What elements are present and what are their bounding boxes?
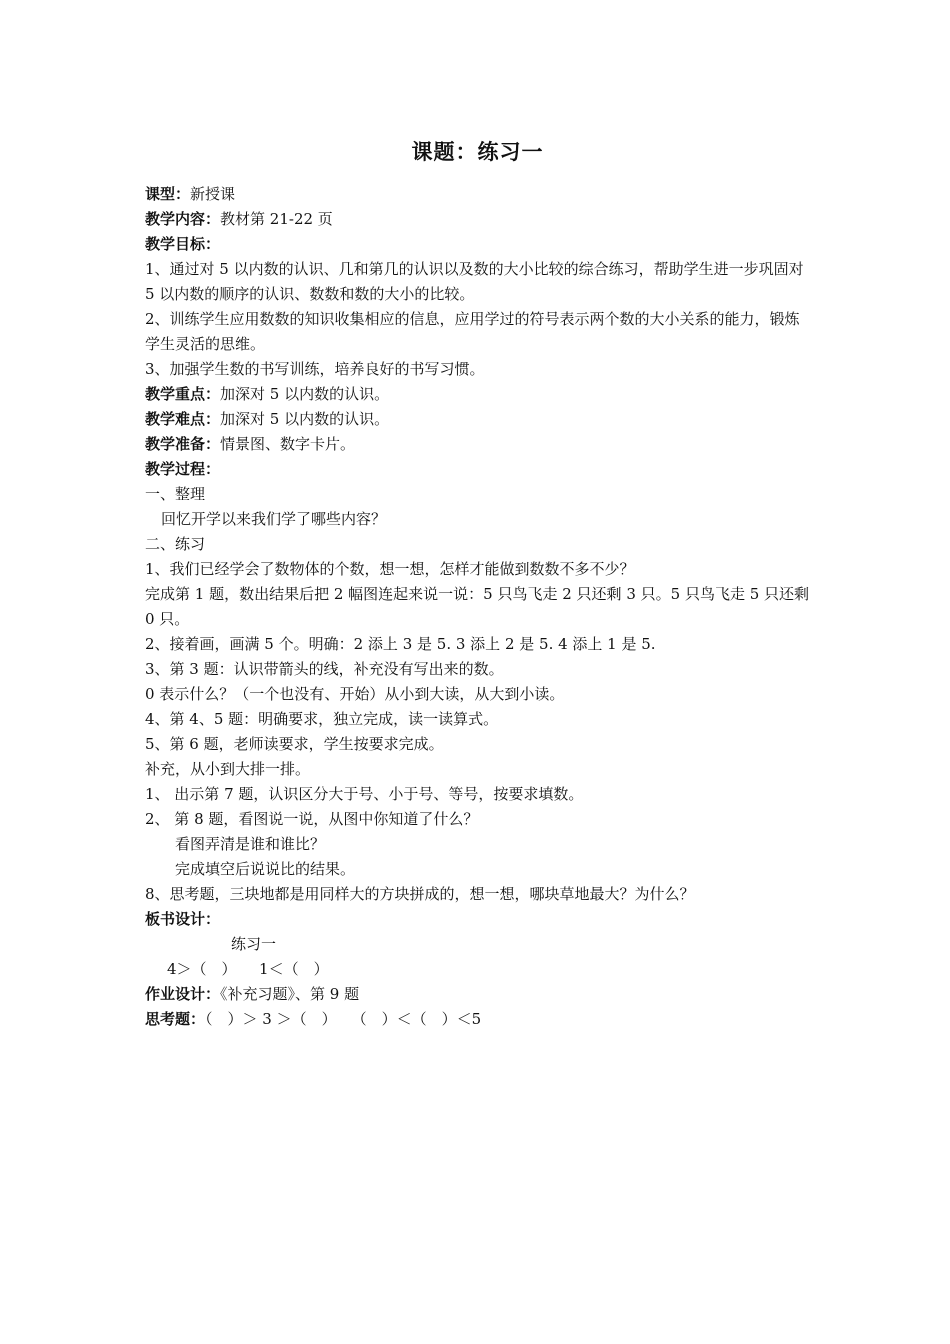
step-1: 1、我们已经学会了数物体的个数，想一想，怎样才能做到数数不多不少？ [145,560,635,578]
thinking-row [145,1007,810,1032]
section-2-heading: 二、练习 [145,535,206,553]
sub-step-1: 看图弄清是谁和谁比？ [175,835,326,853]
lesson-type-value: 新授课 [190,185,236,203]
goal-item-1: 1、通过对 5 以内数的认识、几和第几的认识以及数的大小比较的综合练习，帮助学生进一步巩固对 5 以内数的顺序的认识、数数和数的大小的比较。 [145,260,804,303]
difficulty-value: 加深对 5 以内数的认识。 [220,410,390,428]
thinking-value: （ ）＞ 3 ＞（ ） （ ）＜（ ）＜5 [205,1010,482,1028]
step-8: 2、 第 8 题，看图说一说，从图中你知道了什么？ [145,810,479,828]
key-point-row [145,382,810,407]
board-label: 板书设计： [145,910,221,928]
thinking-label: 思考题： [145,1010,206,1028]
lesson-type-row [145,182,810,207]
key-point-value: 加深对 5 以内数的认识。 [220,385,390,403]
step-4: 4、第 4、5 题：明确要求，独立完成，读一读算式。 [145,710,499,728]
document-title: 课题：练习一 [411,139,544,164]
prep-value: 情景图、数字卡片。 [220,435,356,453]
content-label: 教学内容： [145,210,221,228]
step-3: 3、第 3 题：认识带箭头的线，补充没有写出来的数。 [145,660,504,678]
step-7: 1、 出示第 7 题，认识区分大于号、小于号、等号，按要求填数。 [145,785,584,803]
prep-row [145,432,810,457]
section-1-heading: 一、整理 [145,485,206,503]
goals-label: 教学目标： [145,235,221,253]
board-title: 练习一 [231,935,277,953]
homework-label: 作业设计： [145,985,221,1003]
difficulty-row [145,407,810,432]
step-3-detail: 0 表示什么？（一个也没有、开始）从小到大读，从大到小读。 [145,685,565,703]
step-2: 2、接着画，画满 5 个。明确：2 添上 3 是 5. 3 添上 2 是 5. 4 添上 1 是 5. [145,635,656,653]
section-1-text: 回忆开学以来我们学了哪些内容？ [161,510,387,528]
step-thinking: 8、思考题，三块地都是用同样大的方块拼成的，想一想，哪块草地最大？为什么？ [145,885,695,903]
prep-label: 教学准备： [145,435,221,453]
step-supplement: 补充，从小到大排一排。 [145,760,311,778]
board-content: 4＞（ ） 1＜（ ） [167,960,329,978]
step-1-detail: 完成第 1 题，数出结果后把 2 幅图连起来说一说：5 只鸟飞走 2 只还剩 3 只。5 只鸟飞走 5 只还剩 0 只。 [145,585,810,628]
sub-step-2: 完成填空后说说比的结果。 [175,860,356,878]
document-page [145,132,810,1032]
process-label-row [145,457,810,482]
process-label: 教学过程： [145,460,221,478]
content-value: 教材第 21-22 页 [220,210,333,228]
step-5: 5、第 6 题，老师读要求，学生按要求完成。 [145,735,444,753]
goals-label-row [145,232,810,257]
difficulty-label: 教学难点： [145,410,221,428]
board-label-row [145,907,810,932]
lesson-type-label: 课型： [145,185,191,203]
content-row [145,207,810,232]
goal-item-3: 3、加强学生数的书写训练，培养良好的书写习惯。 [145,360,485,378]
homework-value: 《补充习题》、第 9 题 [220,985,360,1003]
homework-row [145,982,810,1007]
goal-item-2: 2、训练学生应用数数的知识收集相应的信息，应用学过的符号表示两个数的大小关系的能力，锻炼学生灵活的思维。 [145,310,800,353]
key-point-label: 教学重点： [145,385,221,403]
